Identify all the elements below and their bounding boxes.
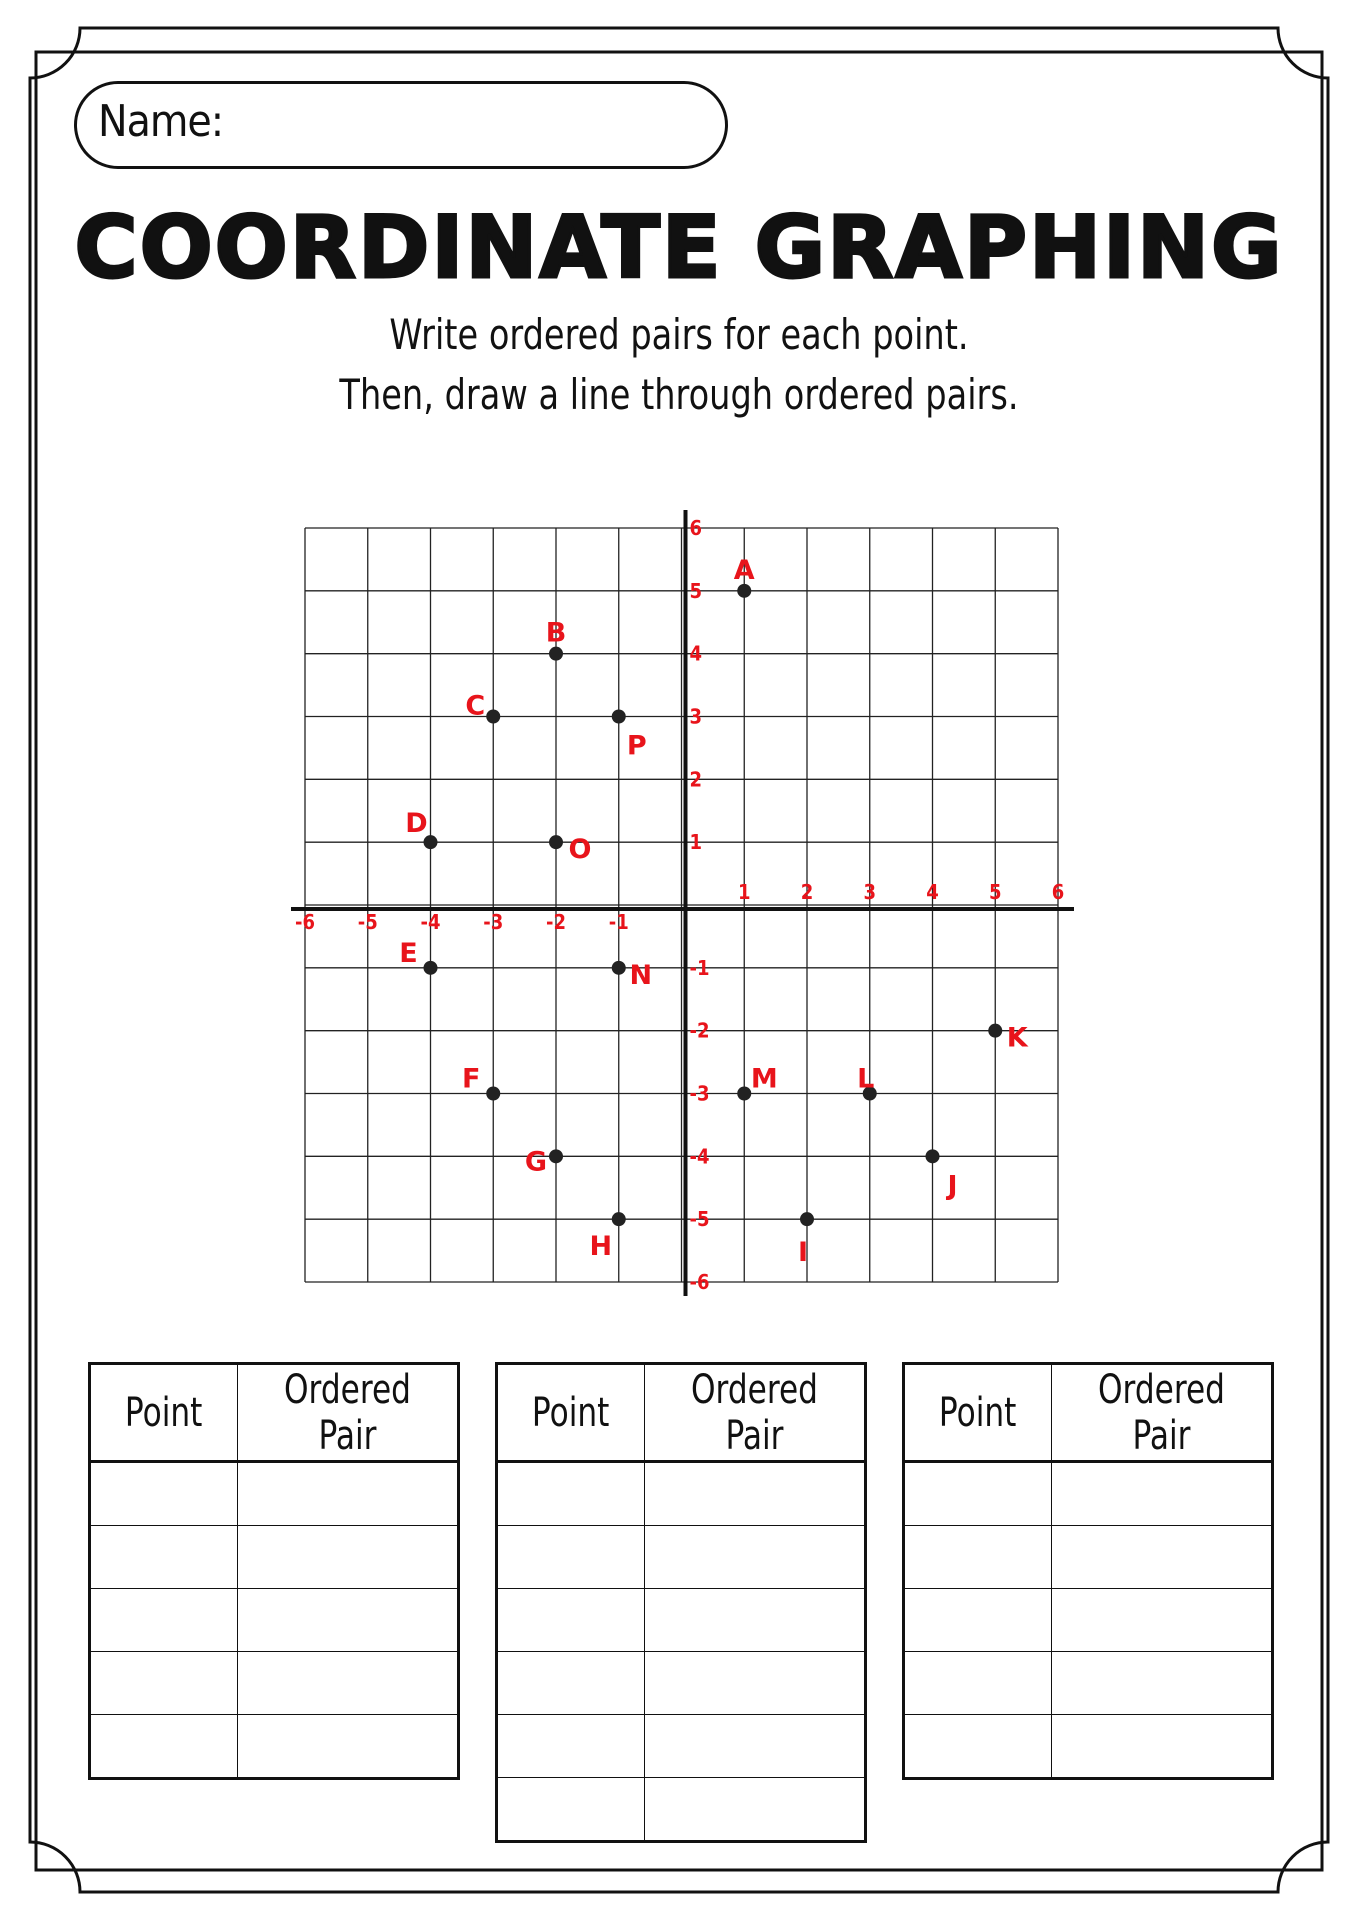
page-title: COORDINATE GRAPHING: [74, 198, 1284, 298]
x-tick-label: 2: [800, 880, 814, 904]
point-cell[interactable]: [904, 1462, 1052, 1526]
table-header-ordered-pair: Ordered Pair: [1052, 1364, 1273, 1462]
point-cell[interactable]: [904, 1715, 1052, 1779]
x-tick-label: 5: [988, 880, 1002, 904]
point-c-label: C: [465, 690, 486, 722]
point-j-marker: [926, 1149, 940, 1163]
ordered-pair-cell[interactable]: [1052, 1589, 1273, 1652]
table-header-point: Point: [904, 1364, 1052, 1462]
table-row: [497, 1589, 866, 1652]
instruction-line-1: Write ordered pairs for each point.: [389, 310, 969, 359]
ordered-pair-cell[interactable]: [645, 1526, 866, 1589]
table-row: [90, 1589, 459, 1652]
ordered-pair-cell[interactable]: [238, 1526, 459, 1589]
point-p-marker: [612, 710, 626, 724]
point-o-marker: [549, 835, 563, 849]
y-tick-label: 4: [689, 641, 703, 666]
point-n-label: N: [629, 959, 653, 991]
point-cell[interactable]: [90, 1589, 238, 1652]
ordered-pair-cell[interactable]: [645, 1778, 866, 1842]
point-i-label: I: [797, 1237, 809, 1269]
ordered-pair-cell[interactable]: [645, 1462, 866, 1526]
table-row: [497, 1462, 866, 1526]
point-cell[interactable]: [497, 1462, 645, 1526]
table-row: [497, 1778, 866, 1842]
x-tick-label: 6: [1051, 880, 1065, 904]
table-row: [904, 1589, 1273, 1652]
point-b-marker: [549, 647, 563, 661]
x-tick-label: -6: [295, 910, 315, 934]
table-header-ordered-pair: Ordered Pair: [238, 1364, 459, 1462]
table-header-point: Point: [497, 1364, 645, 1462]
table-row: [90, 1462, 459, 1526]
ordered-pair-cell[interactable]: [1052, 1526, 1273, 1589]
y-tick-label: -4: [689, 1144, 710, 1169]
x-tick-label: 3: [863, 880, 877, 904]
y-tick-label: 3: [689, 704, 703, 729]
x-tick-label: -2: [546, 910, 566, 934]
point-f-label: F: [462, 1063, 481, 1095]
answer-table-1: [88, 1362, 460, 1780]
ordered-pair-cell[interactable]: [1052, 1715, 1273, 1779]
point-cell[interactable]: [90, 1715, 238, 1779]
x-tick-label: 1: [737, 880, 751, 904]
point-m-label: M: [750, 1063, 778, 1095]
x-tick-label: 4: [926, 880, 939, 904]
table-header-point: Point: [90, 1364, 238, 1462]
table-row: [90, 1526, 459, 1589]
name-label: Name:: [98, 96, 224, 147]
ordered-pair-cell[interactable]: [1052, 1652, 1273, 1715]
point-cell[interactable]: [90, 1526, 238, 1589]
table-header-ordered-pair: Ordered Pair: [645, 1364, 866, 1462]
y-tick-label: -1: [689, 955, 710, 980]
table-row: [497, 1715, 866, 1778]
ordered-pair-cell[interactable]: [238, 1589, 459, 1652]
table-row: [497, 1652, 866, 1715]
point-cell[interactable]: [497, 1652, 645, 1715]
y-tick-label: -2: [689, 1018, 710, 1043]
point-k-marker: [988, 1024, 1002, 1038]
point-h-label: H: [589, 1231, 613, 1263]
point-cell[interactable]: [904, 1526, 1052, 1589]
point-e-marker: [424, 961, 438, 975]
point-f-marker: [486, 1087, 500, 1101]
table-row: [90, 1652, 459, 1715]
point-a-label: A: [733, 554, 755, 586]
point-n-marker: [612, 961, 626, 975]
point-b-label: B: [545, 617, 567, 649]
point-cell[interactable]: [497, 1715, 645, 1778]
table-row: [904, 1652, 1273, 1715]
point-i-marker: [800, 1212, 814, 1226]
point-l-label: L: [857, 1063, 875, 1095]
point-cell[interactable]: [497, 1589, 645, 1652]
x-tick-label: -5: [357, 910, 378, 934]
point-k-label: K: [1006, 1022, 1028, 1054]
point-g-label: G: [524, 1146, 548, 1178]
x-tick-label: -1: [608, 910, 629, 934]
point-cell[interactable]: [904, 1652, 1052, 1715]
y-tick-label: -3: [689, 1081, 710, 1106]
ordered-pair-cell[interactable]: [1052, 1462, 1273, 1526]
y-tick-label: -5: [689, 1207, 710, 1232]
y-tick-label: -6: [689, 1270, 710, 1294]
x-tick-label: -4: [420, 910, 441, 934]
point-e-label: E: [399, 937, 418, 969]
answer-table-2: [495, 1362, 867, 1843]
y-tick-label: 2: [689, 767, 703, 792]
point-p-label: P: [626, 730, 647, 762]
ordered-pair-cell[interactable]: [238, 1652, 459, 1715]
point-g-marker: [549, 1149, 563, 1163]
point-cell[interactable]: [497, 1778, 645, 1842]
point-o-label: O: [568, 834, 592, 866]
ordered-pair-cell[interactable]: [645, 1715, 866, 1778]
y-tick-label: 5: [689, 578, 703, 603]
answer-table-3: [902, 1362, 1274, 1780]
table-row: [904, 1715, 1273, 1779]
ordered-pair-cell[interactable]: [645, 1589, 866, 1652]
table-row: [497, 1526, 866, 1589]
ordered-pair-cell[interactable]: [238, 1462, 459, 1526]
point-j-label: J: [947, 1170, 958, 1202]
table-row: [904, 1526, 1273, 1589]
table-row: [90, 1715, 459, 1779]
point-m-marker: [737, 1087, 751, 1101]
table-row: [904, 1462, 1273, 1526]
ordered-pair-cell[interactable]: [645, 1652, 866, 1715]
ordered-pair-cell[interactable]: [238, 1715, 459, 1779]
x-tick-label: -3: [483, 910, 504, 934]
point-cell[interactable]: [497, 1526, 645, 1589]
instruction-line-2: Then, draw a line through ordered pairs.: [339, 370, 1019, 419]
point-h-marker: [612, 1212, 626, 1226]
point-cell[interactable]: [90, 1652, 238, 1715]
point-d-label: D: [405, 808, 428, 840]
point-cell[interactable]: [90, 1462, 238, 1526]
y-tick-label: 1: [689, 830, 703, 855]
point-cell[interactable]: [904, 1589, 1052, 1652]
point-c-marker: [486, 710, 500, 724]
point-a-marker: [737, 584, 751, 598]
y-tick-label: 6: [689, 516, 703, 540]
